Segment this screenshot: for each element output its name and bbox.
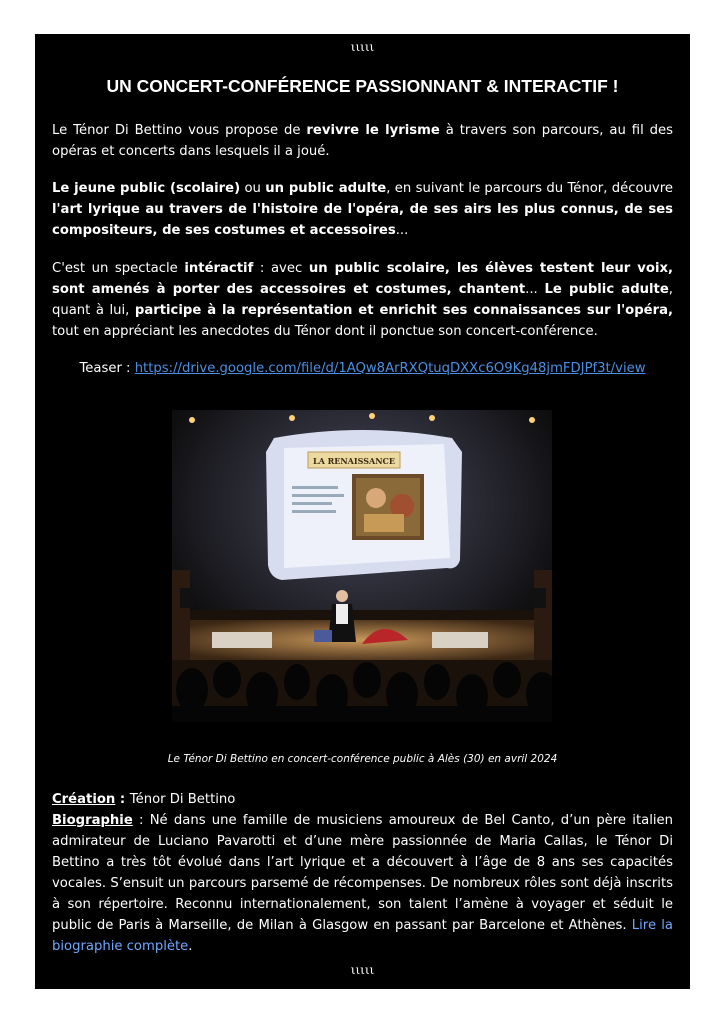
intro-paragraph: Le Ténor Di Bettino vous propose de revivre le lyrisme à travers son parcours, au fil des opéras et concerts dans lesquels il a joué.	[52, 123, 674, 159]
document-page	[35, 34, 690, 989]
concert-photo	[172, 410, 552, 722]
top-ornament: ιιιιι	[350, 40, 375, 54]
interactive-paragraph: C'est un spectacle intéractif : avec un public scolaire, les élèves testent leur voix, sont amenés à porter des accessoires et costumes, chantent... Le public adulte, quant à lui, participe à la représentation et enrichit ses connaissances sur l'opéra, tout en appréciant les anecdotes du Ténor dont il ponctue son concert-conférence.	[52, 261, 673, 339]
teaser-line	[35, 358, 690, 379]
creation-value: Ténor Di Bettino	[129, 792, 236, 807]
teaser-link[interactable]: https://drive.google.com/file/d/1AQw8ArRXQtuqDXXc6O9Kg48jmFDJPf3t/view	[134, 361, 646, 376]
concert-photo-illustration	[172, 410, 552, 722]
biography-label: Biographie	[52, 813, 133, 828]
biography-paragraph: Biographie : Né dans une famille de musiciens amoureux de Bel Canto, d’un père italien admirateur de Luciano Pavarotti et d’une mère passionnée de Maria Callas, le Ténor Di Bettino a très tôt évolué dans l’art lyrique et a découvert à l’âge de 8 ans ses capacités vocales. S’ensuit un parcours parsemé de récompenses. De nombreux rôles sont déjà inscrits à son répertoire. Reconnu internationalement, son talent l’amène à voyager et séduit le public de Paris à Marseille, de Milan à Glasgow en passant par Barcelone et Athènes. Lire la biographie complète.	[52, 813, 673, 954]
creation-line: Création : Ténor Di Bettino	[52, 792, 236, 807]
audience-paragraph: Le jeune public (scolaire) ou un public adulte, en suivant le parcours du Ténor, découvre l'art lyrique au travers de l'histoire de l'opéra, de ses airs les plus connus, de ses compositeurs, de ses costumes et accessoires...	[52, 181, 673, 238]
slide-title: LA RENAISSANCE	[313, 456, 395, 466]
creation-label: Création	[52, 792, 116, 807]
page-title: UN CONCERT-CONFÉRENCE PASSIONNANT & INTERACTIF !	[106, 76, 619, 96]
full-biography-link[interactable]: Lire la biographie complète	[52, 918, 673, 954]
bottom-ornament: ιιιιι	[350, 963, 375, 977]
photo-caption: Le Ténor Di Bettino en concert-conférence public à Alès (30) en avril 2024	[167, 753, 558, 765]
teaser-label: Teaser :	[79, 361, 135, 376]
